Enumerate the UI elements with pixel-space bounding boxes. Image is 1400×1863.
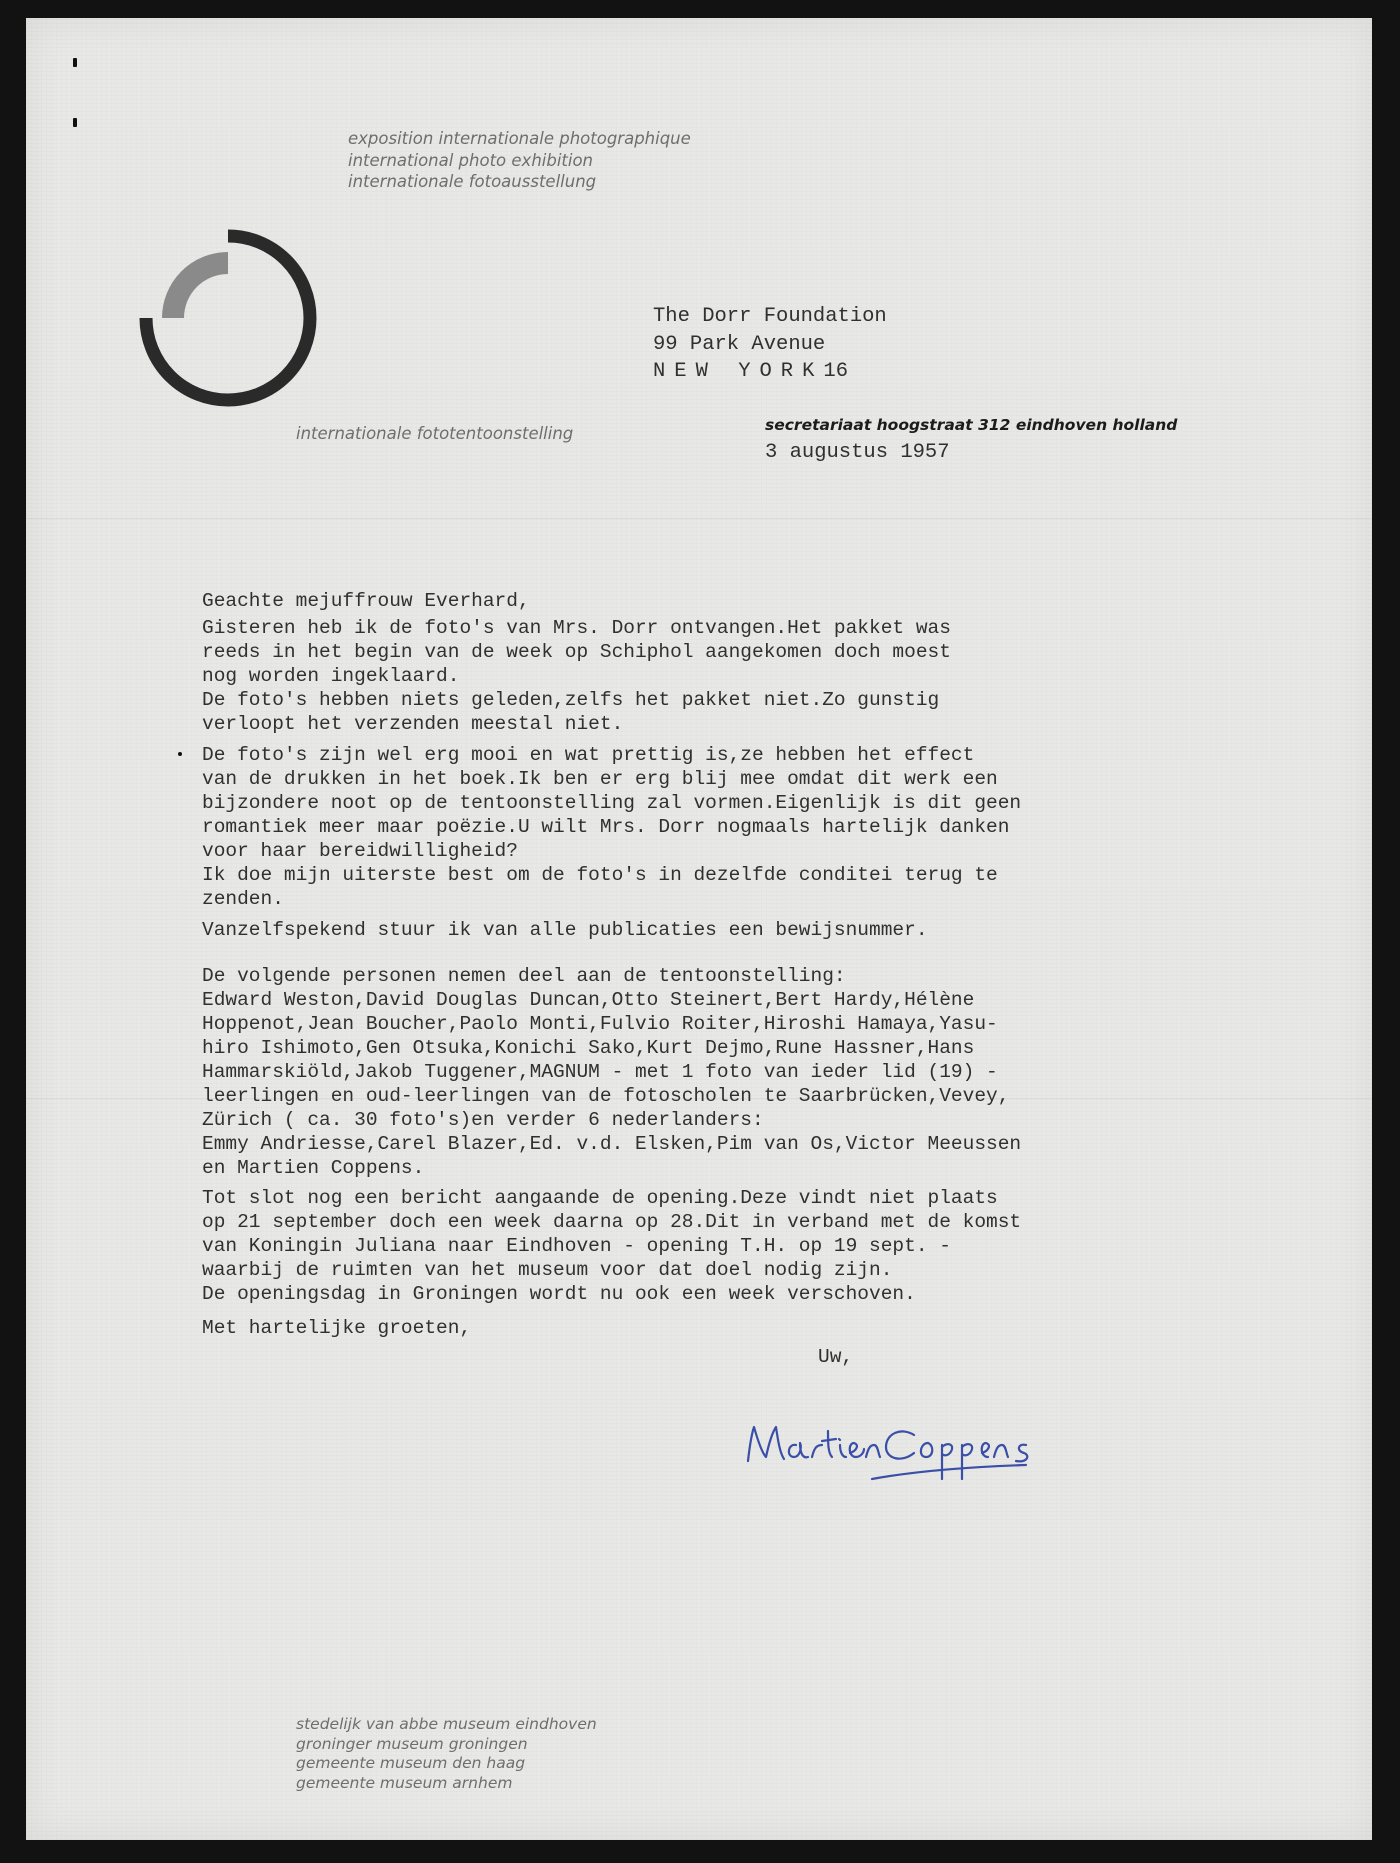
ink-dot [178, 752, 182, 756]
text-line: Gisteren heb ik de foto's van Mrs. Dorr ontvangen.Het pakket was [202, 617, 951, 639]
museum-list [296, 1715, 597, 1793]
text-line: Tot slot nog een bericht aangaande de opening.Deze vindt niet plaats [202, 1187, 998, 1209]
text-line: De volgende personen nemen deel aan de tentoonstelling: [202, 965, 846, 987]
text-line: verloopt het verzenden meestal niet. [202, 713, 624, 735]
text-line: Edward Weston,David Douglas Duncan,Otto Steinert,Bert Hardy,Hélène [202, 989, 975, 1011]
text-line: hiro Ishimoto,Gen Otsuka,Konichi Sako,Kurt Dejmo,Rune Hassner,Hans [202, 1037, 975, 1059]
text-line: Zürich ( ca. 30 foto's)en verder 6 nederlanders: [202, 1109, 764, 1131]
text-line: bijzondere noot op de tentoonstelling zal vormen.Eigenlijk is dit geen [202, 792, 1022, 814]
paragraph-3 [202, 918, 928, 942]
recipient-street: 99 Park Avenue [653, 332, 826, 356]
text-line: waarbij de ruimten van het museum voor dat doel nodig zijn. [202, 1259, 893, 1281]
text-line: zenden. [202, 888, 284, 910]
handwritten-signature [736, 1383, 1036, 1493]
letter-date: 3 augustus 1957 [765, 441, 950, 464]
paper-fold-line [26, 518, 1372, 519]
logo-inner-arc [173, 263, 228, 318]
recipient-city-line [653, 358, 887, 386]
text-line: leerlingen en oud-leerlingen van de fotoscholen te Saarbrücken,Vevey, [202, 1085, 1010, 1107]
letterhead-title-french: exposition internationale photographique [348, 129, 691, 148]
exhibition-logo [138, 228, 318, 408]
text-line: Hoppenot,Jean Boucher,Paolo Monti,Fulvio Roiter,Hiroshi Hamaya,Yasu- [202, 1013, 998, 1035]
letterhead-title-english: international photo exhibition [348, 150, 594, 170]
recipient-postal-number: 16 [823, 360, 849, 383]
text-line: Hammarskiöld,Jakob Tuggener,MAGNUM - met 1 foto van ieder lid (19) - [202, 1061, 998, 1083]
letterhead-title-german: internationale fotoausstellung [348, 172, 597, 191]
letter-page [26, 18, 1372, 1840]
letterhead-dutch-title: internationale fototentoonstelling [296, 424, 574, 443]
text-line: voor haar bereidwilligheid? [202, 840, 518, 862]
text-line: De foto's zijn wel erg mooi en wat prettig is,ze hebben het effect [202, 744, 975, 766]
recipient-city: NEW YORK [653, 360, 824, 383]
binder-hole-mark [73, 118, 77, 127]
text-line: romantiek meer maar poëzie.U wilt Mrs. Dorr nogmaals hartelijk danken [202, 816, 1010, 838]
recipient-name: The Dorr Foundation [653, 305, 887, 328]
paragraph-5-opening [202, 1186, 1021, 1306]
text-line: De foto's hebben niets geleden,zelfs het pakket niet.Zo gunstig [202, 689, 940, 711]
text-line: De openingsdag in Groningen wordt nu ook een week verschoven. [202, 1283, 916, 1305]
secretariat-address: secretariaat hoogstraat 312 eindhoven holland [765, 416, 1178, 434]
paragraph-4-participants [202, 964, 1021, 1180]
text-line: Emmy Andriesse,Carel Blazer,Ed. v.d. Elsken,Pim van Os,Victor Meeussen [202, 1133, 1022, 1155]
closing: Met hartelijke groeten, [202, 1317, 472, 1339]
paragraph-1 [202, 616, 951, 736]
paragraph-2 [202, 743, 1021, 911]
text-line: reeds in het begin van de week op Schiphol aangekomen doch moest [202, 641, 951, 663]
text-line: Ik doe mijn uiterste best om de foto's in dezelfde conditei terug te [202, 864, 998, 886]
museum-den-haag: gemeente museum den haag [296, 1754, 526, 1772]
text-line: Vanzelfspekend stuur ik van alle publicaties een bewijsnummer. [202, 919, 928, 941]
museum-groningen: groninger museum groningen [296, 1734, 528, 1753]
text-line: nog worden ingeklaard. [202, 665, 460, 687]
text-line: en Martien Coppens. [202, 1157, 425, 1179]
binder-hole-mark [73, 58, 77, 67]
recipient-address [653, 303, 887, 386]
letterhead-titles [348, 128, 691, 193]
museum-arnhem: gemeente museum arnhem [296, 1773, 513, 1792]
valediction: Uw, [818, 1346, 854, 1368]
museum-eindhoven: stedelijk van abbe museum eindhoven [296, 1715, 597, 1733]
text-line: van Koningin Juliana naar Eindhoven - opening T.H. op 19 sept. - [202, 1235, 951, 1257]
text-line: van de drukken in het boek.Ik ben er erg blij mee omdat dit werk een [202, 768, 998, 790]
salutation: Geachte mejuffrouw Everhard, [202, 590, 530, 612]
text-line: op 21 september doch een week daarna op 28.Dit in verband met de komst [202, 1211, 1022, 1233]
